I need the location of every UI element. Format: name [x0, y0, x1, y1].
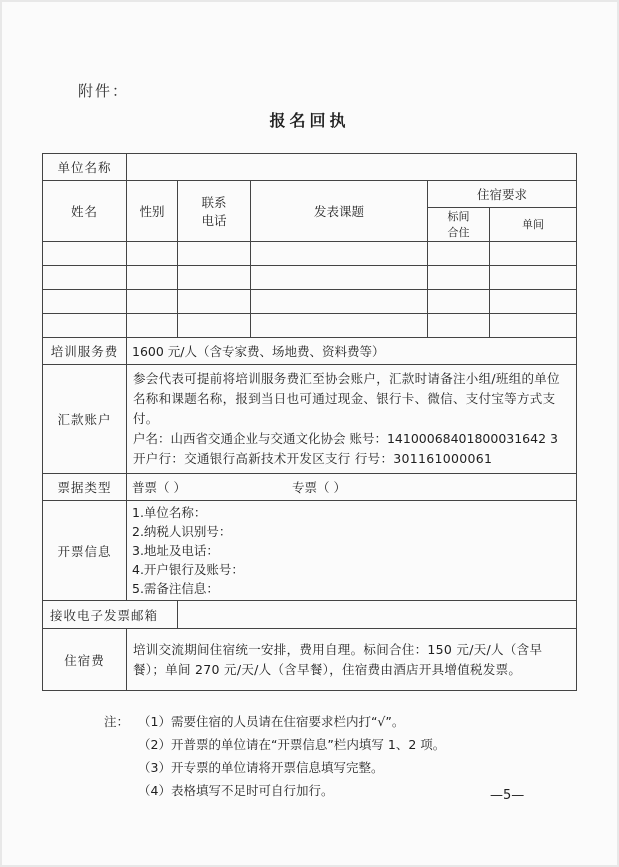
standard-room-cell[interactable]	[428, 290, 490, 314]
gender-cell[interactable]	[127, 242, 178, 266]
col-name-header: 姓名	[43, 181, 127, 242]
gender-cell[interactable]	[127, 314, 178, 338]
page-number: —5—	[490, 788, 525, 803]
fee-label: 培训服务费	[43, 338, 127, 365]
phone-cell[interactable]	[178, 314, 251, 338]
single-room-cell[interactable]	[490, 266, 577, 290]
unit-name-label: 单位名称	[43, 154, 127, 181]
col-standard-line2: 合住	[447, 225, 470, 239]
col-phone-line1: 联系	[201, 195, 227, 210]
invoice-item-bank-account[interactable]: 4.开户银行及账号：	[132, 562, 244, 577]
note-item	[104, 756, 445, 779]
lodging-fee-row	[43, 629, 577, 691]
invoice-info-row	[43, 501, 577, 601]
invoice-normal-option[interactable]: 普票（ ）	[132, 479, 186, 495]
topic-cell[interactable]	[251, 266, 428, 290]
account-instructions: 参会代表可提前将培训服务费汇至协会账户，汇款时请备注小组/班组的单位名称和课题名称，报到当日也可通过现金、银行卡、微信、支付宝等方式支付。	[133, 371, 560, 426]
standard-room-cell[interactable]	[428, 242, 490, 266]
invoice-info-label: 开票信息	[43, 501, 127, 601]
lodging-fee-label: 住宿费	[43, 629, 127, 691]
notes-section	[104, 710, 445, 802]
note-item	[104, 733, 445, 756]
bank-line: 开户行：交通银行高新技术开发区支行 行号：301161000061	[133, 451, 493, 466]
col-phone-line2: 电话	[201, 213, 227, 228]
lodging-fee-text: 培训交流期间住宿统一安排，费用自理。标间合住：150 元/天/人（含早餐）；单间 270 元/天/人（含早餐），住宿费由酒店开具增值税发票。	[127, 629, 577, 691]
invoice-type-label: 票据类型	[43, 474, 127, 501]
participant-row	[43, 290, 577, 314]
note-item	[104, 779, 445, 802]
gender-cell[interactable]	[127, 290, 178, 314]
topic-cell[interactable]	[251, 290, 428, 314]
phone-cell[interactable]	[178, 242, 251, 266]
invoice-type-options	[127, 474, 577, 501]
col-single-room-header: 单间	[490, 208, 577, 242]
invoice-special-option[interactable]: 专票（ ）	[292, 479, 346, 495]
topic-cell[interactable]	[251, 242, 428, 266]
unit-name-field[interactable]	[127, 154, 577, 181]
participant-row	[43, 242, 577, 266]
note-text: （2）开普票的单位请在“开票信息”栏内填写 1、2 项。	[138, 737, 446, 752]
invoice-item-tax-id[interactable]: 2.纳税人识别号：	[132, 524, 232, 539]
registration-form-table	[42, 153, 577, 691]
col-phone-header	[178, 181, 251, 242]
gender-cell[interactable]	[127, 266, 178, 290]
account-row	[43, 365, 577, 474]
name-cell[interactable]	[43, 290, 127, 314]
header-row-1	[43, 181, 577, 208]
email-label: 接收电子发票邮箱	[43, 601, 178, 629]
email-row	[43, 601, 577, 629]
single-room-cell[interactable]	[490, 290, 577, 314]
fee-row	[43, 338, 577, 365]
unit-name-row	[43, 154, 577, 181]
note-text: （4）表格填写不足时可自行加行。	[138, 783, 334, 798]
name-cell[interactable]	[43, 266, 127, 290]
standard-room-cell[interactable]	[428, 266, 490, 290]
notes-lead: 注：	[104, 714, 130, 729]
invoice-info-list	[127, 501, 577, 601]
single-room-cell[interactable]	[490, 314, 577, 338]
note-text: （1）需要住宿的人员请在住宿要求栏内打“√”。	[138, 714, 405, 729]
note-item	[104, 710, 445, 733]
phone-cell[interactable]	[178, 290, 251, 314]
standard-room-cell[interactable]	[428, 314, 490, 338]
topic-cell[interactable]	[251, 314, 428, 338]
col-gender-header: 性别	[127, 181, 178, 242]
col-topic-header: 发表课题	[251, 181, 428, 242]
invoice-item-remarks[interactable]: 5.需备注信息：	[132, 581, 219, 596]
account-info	[127, 365, 577, 474]
col-standard-line1: 标间	[447, 209, 470, 223]
name-cell[interactable]	[43, 314, 127, 338]
attachment-label: 附件：	[78, 82, 130, 100]
email-field[interactable]	[178, 601, 577, 629]
name-cell[interactable]	[43, 242, 127, 266]
invoice-type-row	[43, 474, 577, 501]
col-standard-room-header	[428, 208, 490, 242]
account-label: 汇款账户	[43, 365, 127, 474]
account-name-line: 户名：山西省交通企业与交通文化协会 账号：14100068401800031642 3	[133, 431, 558, 446]
col-lodging-header: 住宿要求	[428, 181, 577, 208]
phone-cell[interactable]	[178, 266, 251, 290]
fee-value: 1600 元/人（含专家费、场地费、资料费等）	[127, 338, 577, 365]
invoice-item-unit-name[interactable]: 1.单位名称：	[132, 505, 207, 520]
participant-row	[43, 314, 577, 338]
note-text: （3）开专票的单位请将开票信息填写完整。	[138, 760, 384, 775]
single-room-cell[interactable]	[490, 242, 577, 266]
participant-row	[43, 266, 577, 290]
page-title: 报名回执	[269, 111, 350, 130]
invoice-item-address-phone[interactable]: 3.地址及电话：	[132, 543, 219, 558]
